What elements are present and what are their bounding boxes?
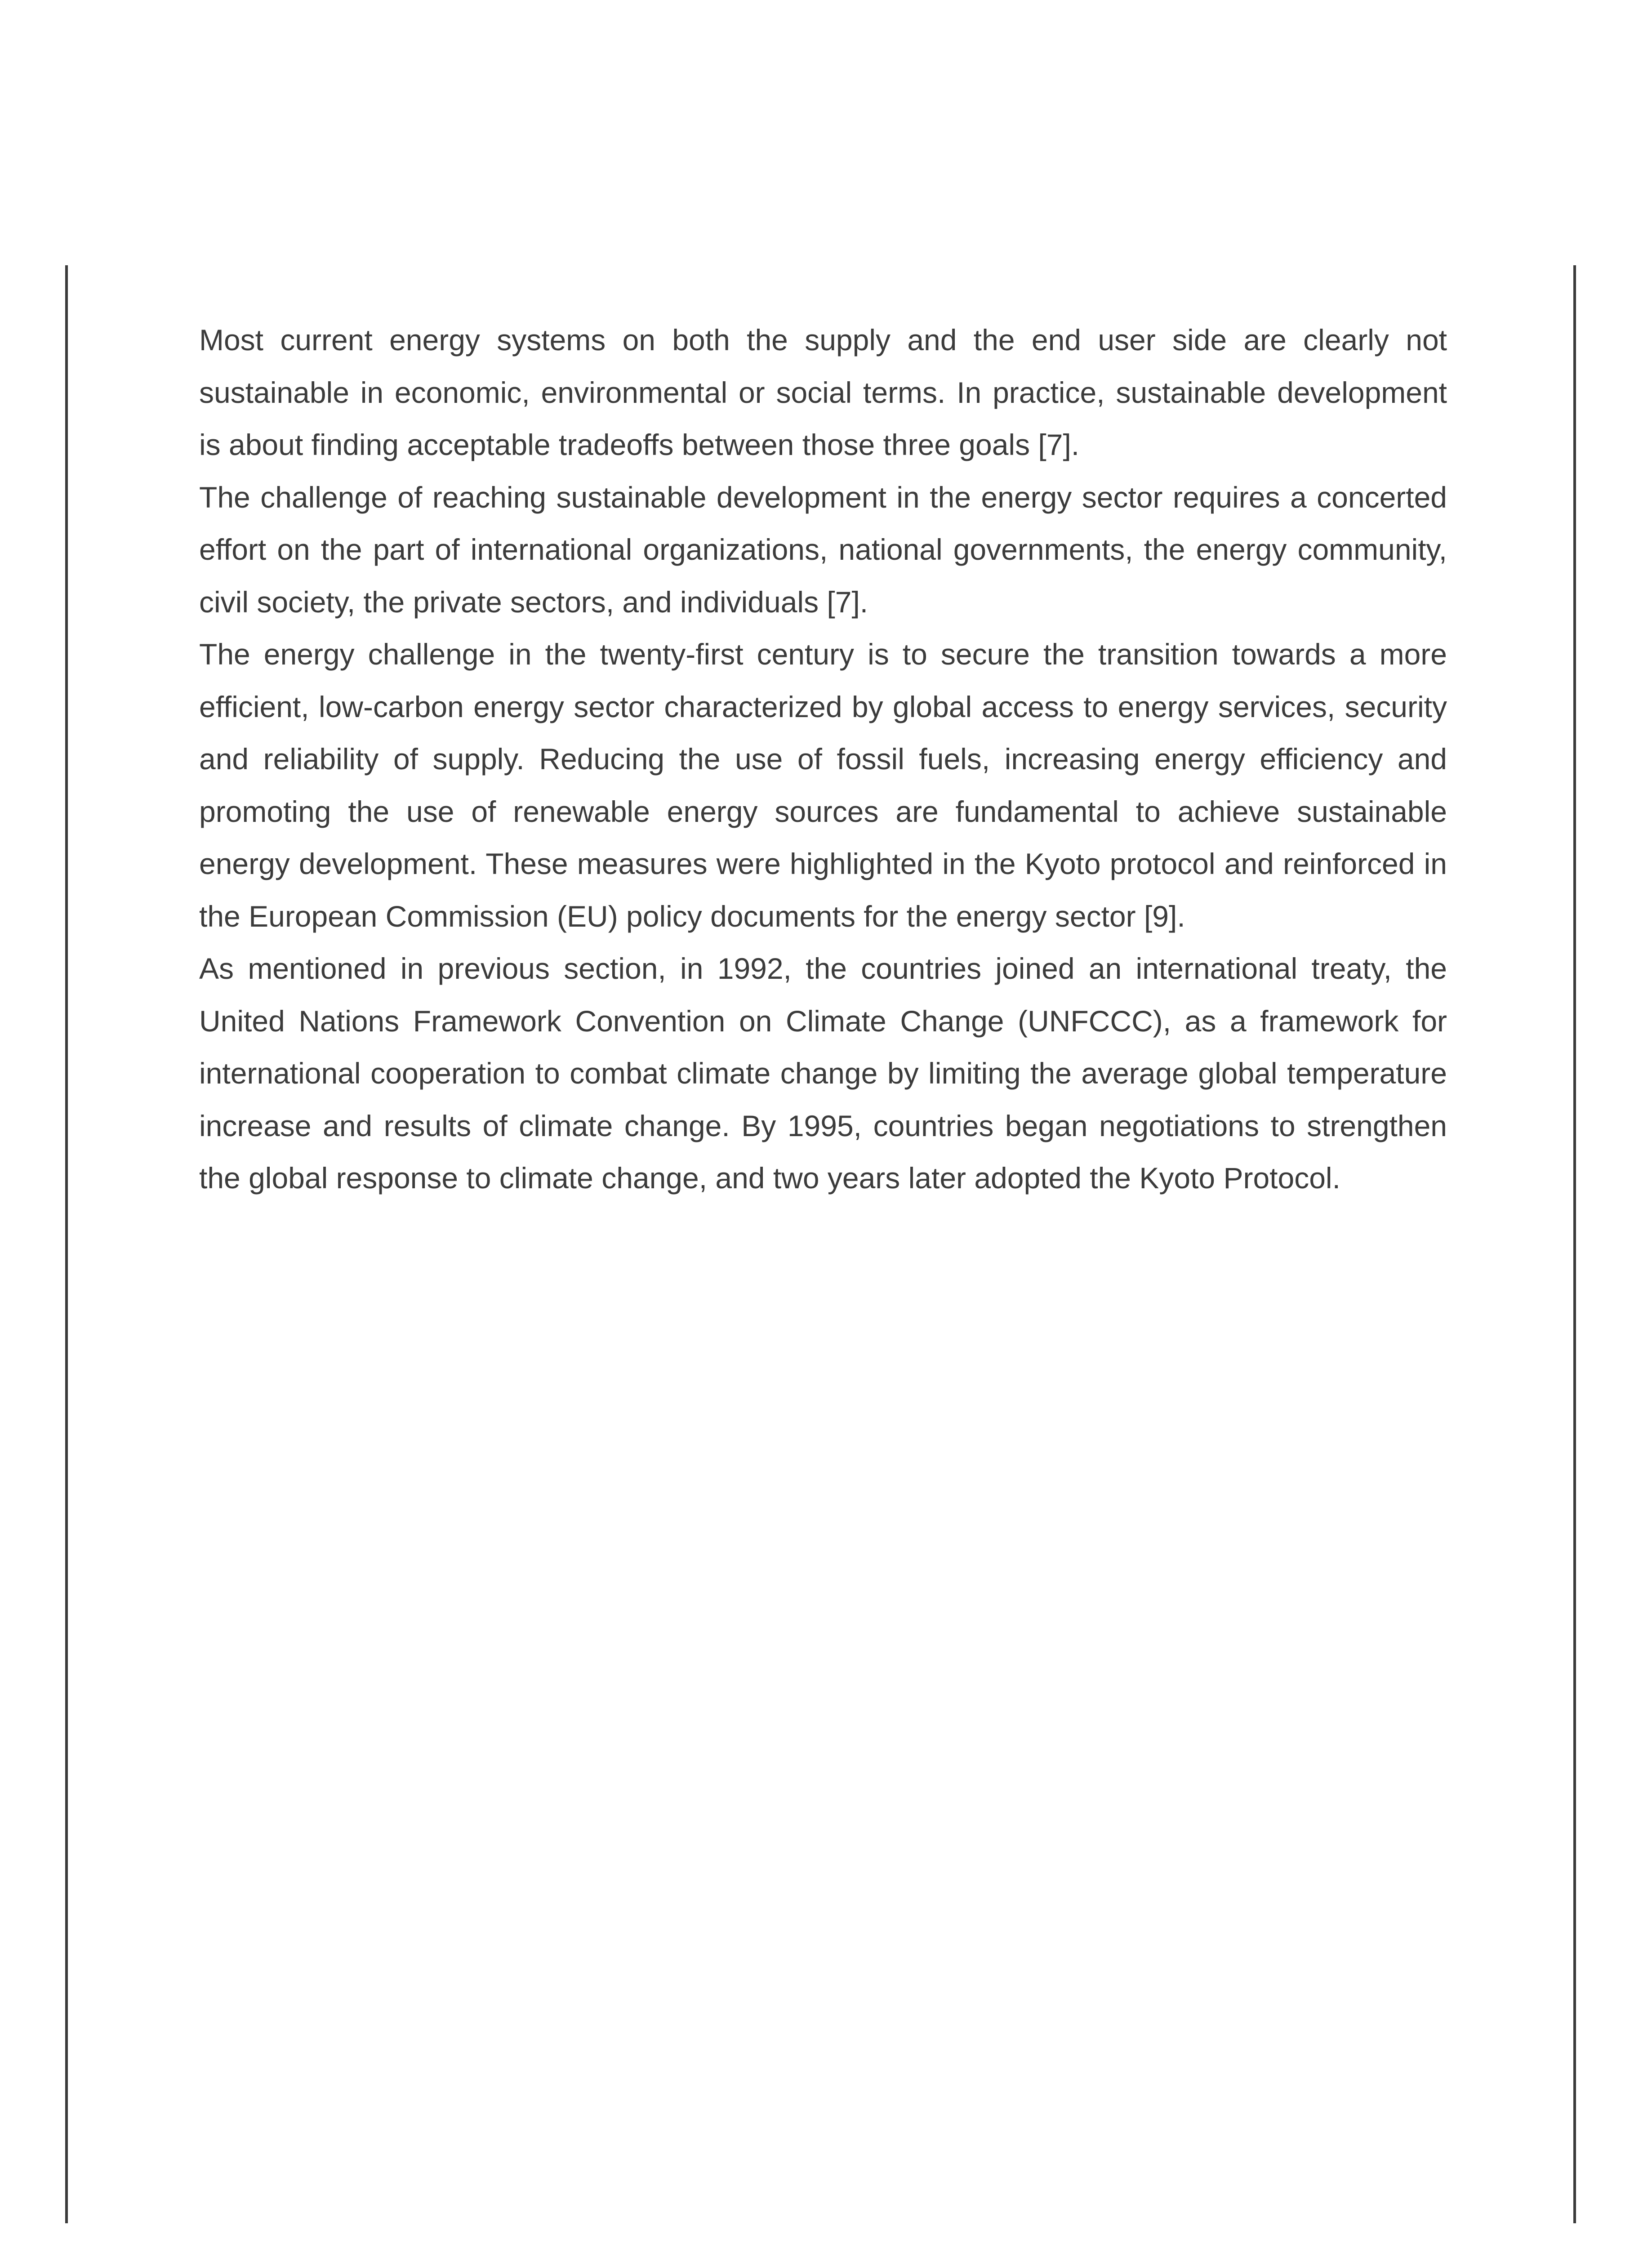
paragraph-challenge-sustainable: The challenge of reaching sustainable development in the energy sector requires a concerted effort on the part of international organizations, national governments, the energy community, civil society, the private sectors, and individuals [7].: [199, 480, 1447, 619]
body-text: [199, 314, 1447, 1204]
paragraph-unfccc-kyoto: As mentioned in previous section, in 1992, the countries joined an international treaty, the United Nations Framework Convention on Climate Change (UNFCCC), as a framework for international cooperation to combat climate change by limiting the average global temperature increase and results of climate change. By 1995, countries began negotiations to strengthen the global response to climate change, and two years later adopted the Kyoto Protocol.: [199, 952, 1447, 1195]
right-border-line: [1573, 265, 1576, 2223]
left-border-line: [65, 265, 68, 2223]
paragraph-twenty-first-century: The energy challenge in the twenty-first century is to secure the transition towards a more efficient, low-carbon energy sector characterized by global access to energy services, security and reliability of supply. Reducing the use of fossil fuels, increasing energy efficiency and promoting the use of renewable energy sources are fundamental to achieve sustainable energy development. These measures were highlighted in the Kyoto protocol and reinforced in the European Commission (EU) policy documents for the energy sector [9].: [199, 638, 1447, 933]
paragraph-energy-systems: Most current energy systems on both the supply and the end user side are clearly not sustainable in economic, environmental or social terms. In practice, sustainable development is about finding acceptable tradeoffs between those three goals [7].: [199, 323, 1447, 461]
